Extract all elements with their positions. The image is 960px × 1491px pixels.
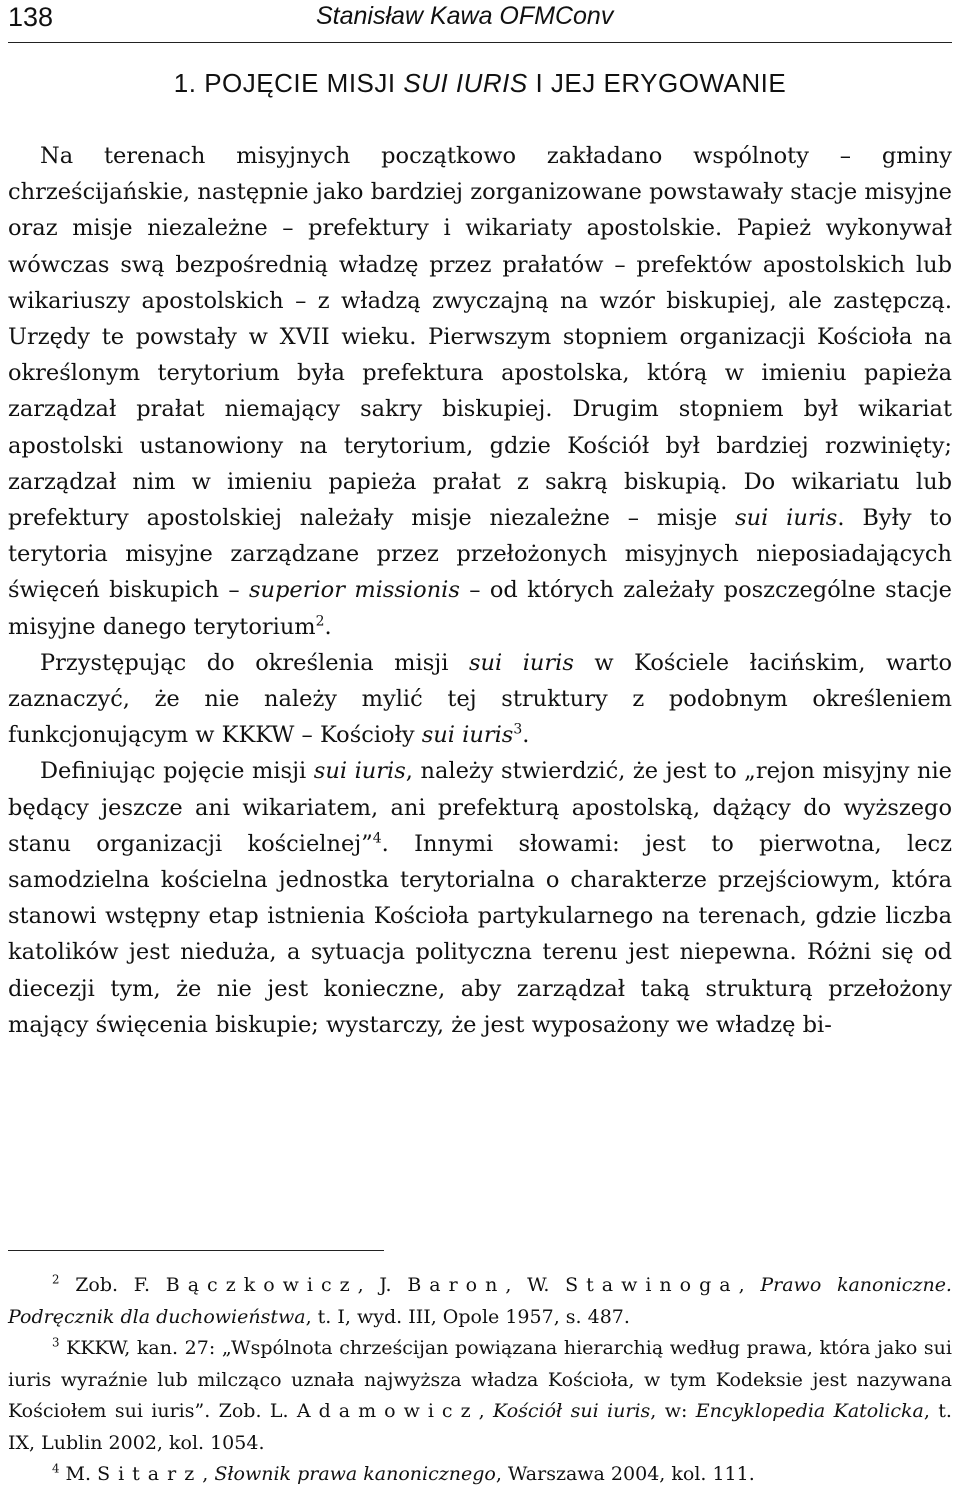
text-span: Przystępując do określenia misji [40,649,469,676]
footnote-4 [8,1459,952,1491]
page-number: 138 [8,2,54,32]
body-text [8,138,952,1043]
text-span: . Były to terytoria misyjne zarządzane przez przełożonych misyjnych nieposiadających święceń biskupich – [8,505,953,604]
section-heading [8,68,952,99]
text-span: , W. [505,1274,566,1296]
paragraph-1 [8,138,952,645]
text-span: , t. IX, Lublin 2002, kol. 1054. [8,1400,952,1454]
text-span: , należy stwierdzić, że jest to „rejon misyjny nie będący jeszcze ani wikariatem, ani prefekturą apostolską, dążący do wyższego stanu organizacji kościelnej” [8,758,953,857]
footnote-number: 4 [52,1461,60,1476]
footnotes [8,1270,952,1491]
text-span: M. [59,1463,98,1485]
footnote-ref[interactable]: 4 [372,830,382,847]
text-span: , t. I, wyd. III, Opole 1957, s. 487. [305,1305,630,1328]
text-span: , [202,1463,215,1485]
italic-term: sui iuris [468,649,574,676]
text-span: , [738,1274,761,1296]
text-span: KKKW, kan. 27: „Wspólnota chrześcijan powiązana hierarchią według prawa, która jako sui iuris wyraźnie lub milcząco uznała najwyższa władza Kościoła, w tym Kodeksie jest nazywana Kościołem sui iuris”. Zob. L. [8,1337,952,1422]
text-span: . Innymi słowami: jest to pierwotna, lecz samodzielna kościelna jednostka terytorialna o charakterze przejściowym, która stanowi wstępny etap istnienia Kościoła partykularnego na terenach, gdzie liczba katolików jest nieduża, a sytuacja polityczna terenu jest niepewna. Różni się od diecezji tym, że nie jest konieczne, aby zarządzał taką strukturą przełożony mający święcenia biskupie; wystarczy, że jest wyposażony we władzę bi- [8,830,952,1038]
heading-suffix: I JEJ ERYGOWANIE [527,68,787,98]
italic-term: sui iuris [313,758,406,785]
italic-term: sui iuris [421,722,514,749]
work-title: Słownik prawa kanonicznego [214,1463,496,1485]
text-span: , Warszawa 2004, kol. 111. [495,1463,755,1485]
text-span: . [324,613,332,640]
heading-prefix: 1. POJĘCIE MISJI [173,68,404,98]
text-span: , [478,1400,494,1422]
text-span: , J. [357,1274,408,1296]
footnote-2 [8,1270,952,1333]
text-span: w Kościele łacińskim, warto zaznaczyć, że nie należy mylić tej struktury z podobnym określeniem funkcjonującym w KKKW – Kościoły [8,649,953,749]
footnote-separator [8,1250,384,1251]
work-title: Kościół sui iuris [493,1400,651,1422]
author-name: Baron [407,1274,506,1296]
page-header [8,0,952,43]
author-name: Sitarz [97,1463,203,1485]
text-span: – od których zależały poszczególne stacje misyjne danego terytorium [8,577,952,640]
footnote-number: 2 [52,1272,60,1287]
source-title: Encyklopedia Katolicka [695,1400,924,1422]
text-span: , w: [650,1400,696,1422]
text-span: Definiując pojęcie misji [40,758,314,785]
italic-term: sui iuris [735,505,838,532]
paragraph-3 [8,753,952,1043]
text-span: . [522,722,530,749]
footnote-ref[interactable]: 2 [315,613,325,629]
author-name: Stawinoga [565,1274,739,1296]
italic-term: superior missionis [248,577,460,604]
work-title: Prawo kanoniczne. Podręcznik dla duchowieństwa [8,1274,952,1328]
author-name: Adamowicz [296,1400,479,1422]
paragraph-2 [8,645,952,754]
running-head: Stanisław Kawa OFMConv [316,2,614,30]
footnote-number: 3 [52,1335,60,1350]
footnote-ref[interactable]: 3 [513,721,523,738]
heading-italic: SUI IURIS [403,68,528,98]
footnote-3 [8,1333,952,1459]
author-name: Bączkowicz [165,1274,358,1296]
text-span: Zob. F. [59,1274,166,1296]
text-span: Na terenach misyjnych początkowo zakładano wspólnoty – gminy chrześcijańskie, następnie jako bardziej zorganizowane powstawały stacje misyjne oraz misje niezależne – prefektury i wikariaty apostolskie. Papież wykonywał wówczas swą bezpośrednią władzę przez prałatów – prefektów apostolskich lub wikariuszy apostolskich – z władzą zwyczajną na wzór biskupiej, ale zastępczą. Urzędy te powstały w XVII wieku. Pierwszym stopniem organizacji Kościoła na określonym terytorium była prefektura apostolska, którą w imieniu papieża zarządzał prałat niemający sakry biskupiej. Drugim stopniem był wikariat apostolski ustanowiony na terytorium, gdzie Kościół był bardziej rozwinięty; zarządzał nim w imieniu papieża prałat z sakrą biskupią. Do wikariatu lub prefektury apostolskiej należały misje niezależne – misje [8,143,952,532]
